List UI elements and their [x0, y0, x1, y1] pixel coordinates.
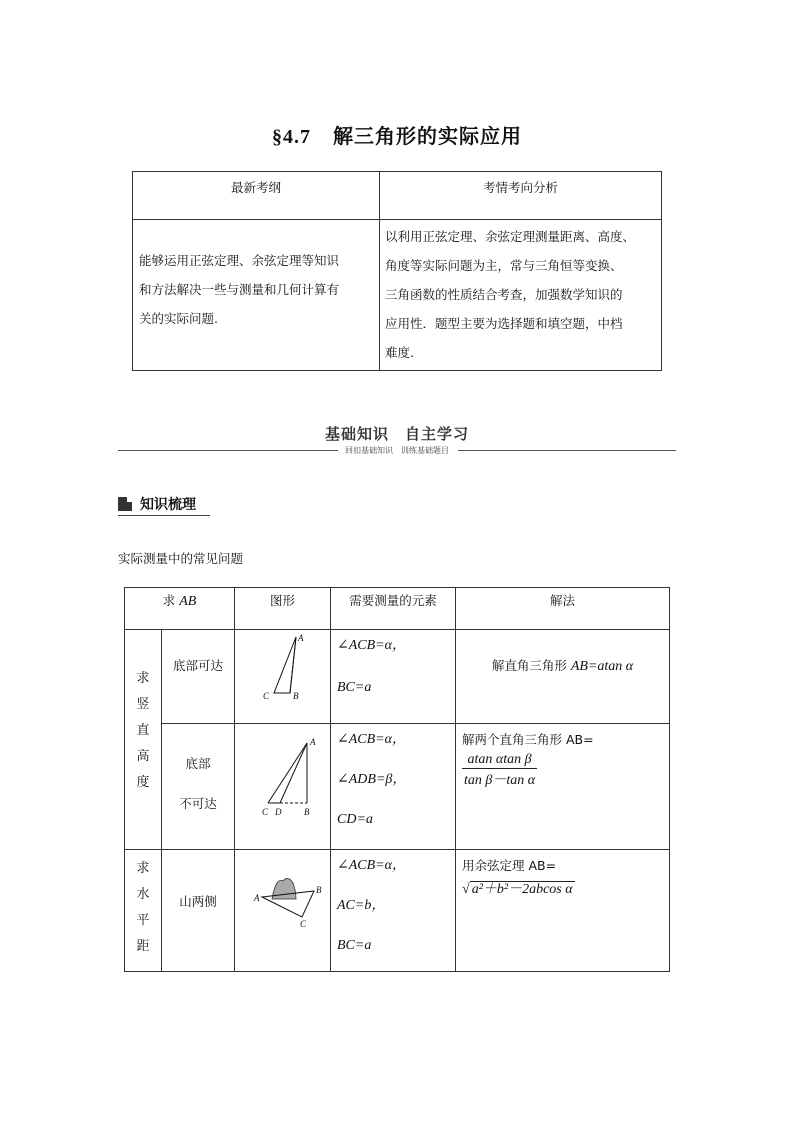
case-accessible: 底部可达 [162, 630, 235, 724]
syllabus-requirements [133, 220, 380, 371]
knowledge-square-icon [118, 497, 132, 511]
group-horizontal-distance: 求 水 平 距 [125, 850, 162, 972]
syllabus-analysis [380, 220, 662, 371]
label-c: C [262, 807, 269, 817]
method-sqrt: √ a²＋b²－2abcos α [462, 882, 573, 897]
method-row-2: 解两个直角三角形 AB= $\frac{\text{atan αtan β}}{\text{tan β－tan α}}$ [456, 724, 670, 850]
elements-row-2: ∠ACB=α， ∠ADB=β， CD=a [331, 724, 456, 850]
knowledge-label: 知识梳理 [140, 497, 196, 513]
syllabus-text-line: 关的实际问题. [139, 311, 218, 326]
label-b: B [316, 885, 322, 895]
method-fraction: $\frac{\text{atan αtan β}}{\text{tan β－tan α}}$ [464, 752, 536, 788]
syllabus-text-line: 和方法解决一些与测量和几何计算有 [139, 282, 340, 297]
label-b: B [304, 807, 310, 817]
syllabus-header-2: 考情考向分析 [380, 172, 662, 220]
figure-right-triangle [235, 630, 331, 724]
figure-two-triangles [235, 724, 331, 850]
section-number: §4.7 [272, 126, 311, 148]
label-c: C [263, 691, 270, 701]
label-c: C [300, 919, 307, 929]
knowledge-underline [118, 515, 210, 516]
analysis-text-line: 应用性．题型主要为选择题和填空题，中档 [385, 316, 623, 331]
header-method: 解法 [456, 588, 670, 630]
elements-row-3: ∠ACB=α， AC=b， BC=a [331, 850, 456, 972]
label-a: A [254, 893, 260, 903]
method-row-1: 解直角三角形 AB=atan α [456, 630, 670, 724]
label-a: A [298, 633, 304, 643]
section-header-title: 基础知识 自主学习 [324, 425, 469, 443]
syllabus-table [132, 171, 662, 371]
label-b: B [293, 691, 299, 701]
section-name: 解三角形的实际应用 [333, 124, 522, 148]
syllabus-text-line: 能够运用正弦定理、余弦定理等知识 [139, 253, 340, 268]
method-row-3: 用余弦定理 AB= √ a²＋b²－2abcos α [456, 850, 670, 972]
elements-row-1: ∠ACB=α， BC=a [331, 630, 456, 724]
figure-mountain [235, 850, 331, 972]
syllabus-header-1: 最新考纲 [133, 172, 380, 220]
header-ab: 求 AB [125, 588, 235, 630]
analysis-text-line: 以利用正弦定理、余弦定理测量距离、高度、 [385, 229, 636, 244]
analysis-text-line: 角度等实际问题为主，常与三角恒等变换、 [385, 258, 623, 273]
measurement-table [124, 587, 670, 972]
header-elements: 需要测量的元素 [331, 588, 456, 630]
right-triangle-diagram [236, 631, 328, 719]
analysis-text-line: 难度. [385, 345, 414, 360]
label-d: D [275, 807, 282, 817]
header-figure: 图形 [235, 588, 331, 630]
case-inaccessible: 底部 不可达 [162, 724, 235, 850]
analysis-text-line: 三角函数的性质结合考查，加强数学知识的 [385, 287, 623, 302]
mountain-triangle-diagram [236, 851, 328, 961]
two-triangles-diagram [236, 725, 328, 845]
page-title [0, 120, 794, 149]
case-mountain-sides: 山两侧 [162, 850, 235, 972]
intro-text: 实际测量中的常见问题 [118, 551, 244, 566]
group-vertical-height: 求 竖 直 高 度 [125, 630, 162, 850]
label-a: A [310, 737, 316, 747]
section-header-subtitle: 回扣基础知识 训练基础题目 [0, 445, 794, 456]
